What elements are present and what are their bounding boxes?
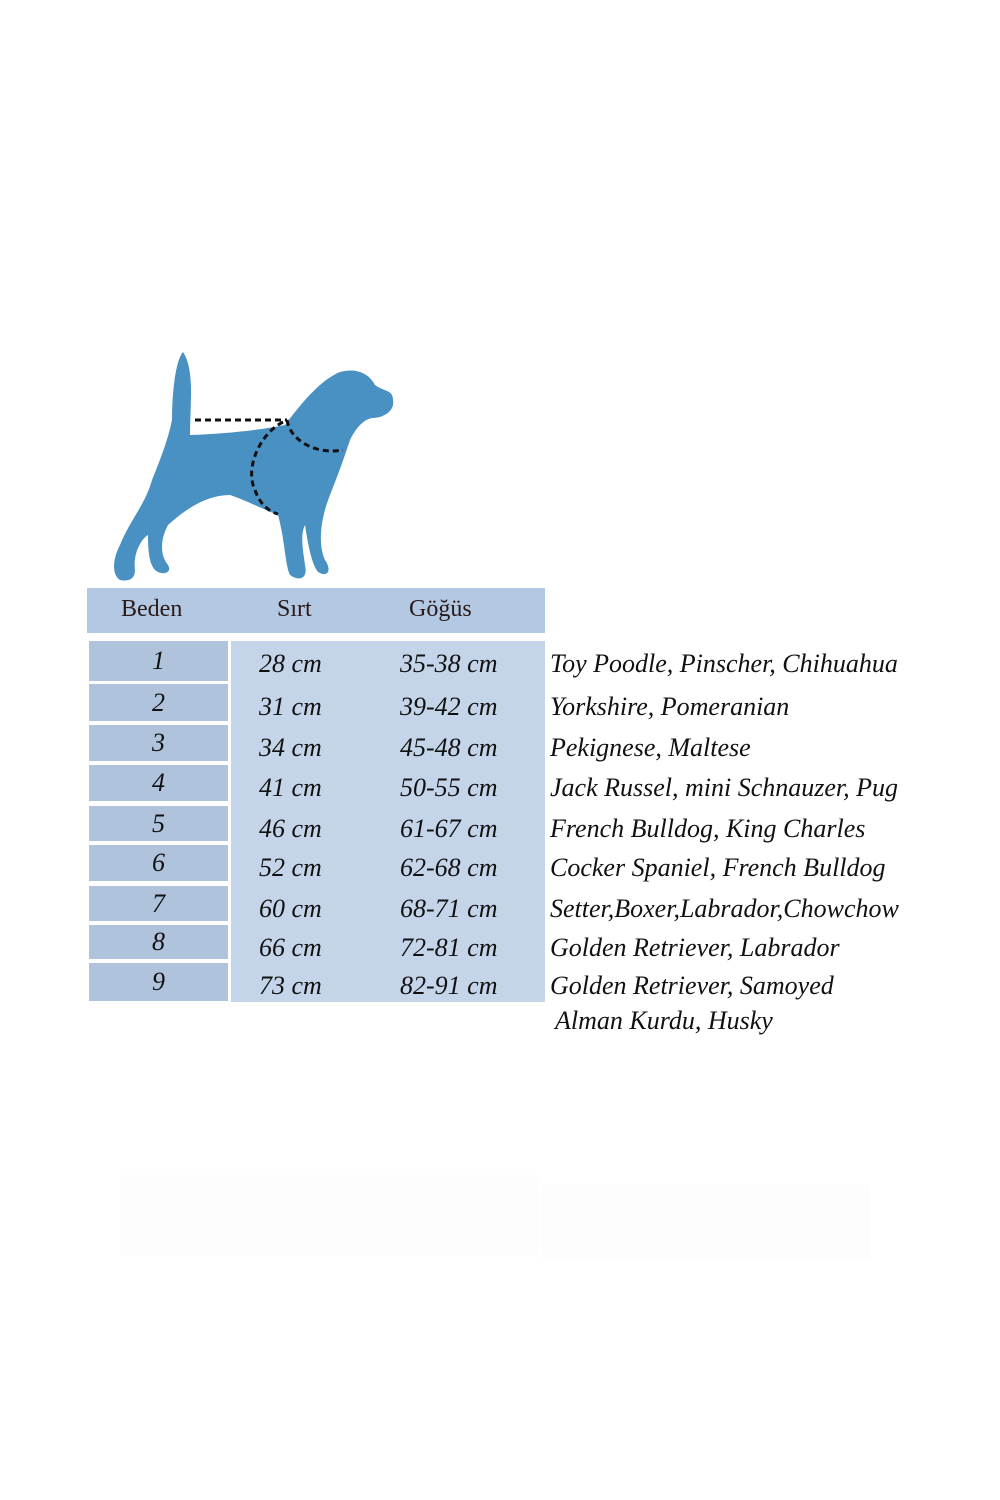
header-chest: Göğüs xyxy=(409,596,472,622)
breed-list: Golden Retriever, Samoyed xyxy=(550,971,834,1000)
breed-list: Jack Russel, mini Schnauzer, Pug xyxy=(550,773,899,802)
chest-value: 82-91 cm xyxy=(400,971,498,1000)
size-cell: 6 xyxy=(89,845,228,881)
chest-value: 68-71 cm xyxy=(400,894,498,923)
breed-list: French Bulldog, King Charles xyxy=(550,814,866,843)
extra-breeds: Alman Kurdu, Husky xyxy=(555,1006,773,1035)
back-value: 46 cm xyxy=(259,814,322,843)
header-size: Beden xyxy=(121,596,183,622)
back-value: 73 cm xyxy=(259,971,322,1000)
back-value: 66 cm xyxy=(259,933,322,962)
size-cell: 9 xyxy=(89,963,228,1001)
chest-value: 45-48 cm xyxy=(400,733,498,762)
back-value: 34 cm xyxy=(259,733,322,762)
size-cell: 8 xyxy=(89,925,228,959)
breed-list: Pekignese, Maltese xyxy=(550,733,751,762)
breed-list: Golden Retriever, Labrador xyxy=(550,933,840,962)
size-cell: 4 xyxy=(89,765,228,801)
back-value: 28 cm xyxy=(259,649,322,678)
size-cell: 5 xyxy=(89,806,228,841)
chest-value: 39-42 cm xyxy=(400,692,498,721)
chest-value: 72-81 cm xyxy=(400,933,498,962)
table-header xyxy=(87,588,545,633)
back-value: 41 cm xyxy=(259,773,322,802)
header-back: Sırt xyxy=(277,596,312,622)
size-cell: 1 xyxy=(89,641,228,681)
blank-area xyxy=(120,1175,540,1255)
breed-list: Cocker Spaniel, French Bulldog xyxy=(550,853,886,882)
blank-area xyxy=(542,1185,870,1260)
size-cell: 7 xyxy=(89,886,228,921)
back-value: 31 cm xyxy=(259,692,322,721)
breed-list: Toy Poodle, Pinscher, Chihuahua xyxy=(550,649,898,678)
back-value: 60 cm xyxy=(259,894,322,923)
chest-value: 62-68 cm xyxy=(400,853,498,882)
breed-list: Yorkshire, Pomeranian xyxy=(550,692,790,721)
breed-list: Setter,Boxer,Labrador,Chowchow xyxy=(550,894,899,923)
chest-value: 35-38 cm xyxy=(400,649,498,678)
chest-value: 61-67 cm xyxy=(400,814,498,843)
chest-value: 50-55 cm xyxy=(400,773,498,802)
size-cell: 2 xyxy=(89,684,228,721)
size-cell: 3 xyxy=(89,725,228,761)
back-value: 52 cm xyxy=(259,853,322,882)
